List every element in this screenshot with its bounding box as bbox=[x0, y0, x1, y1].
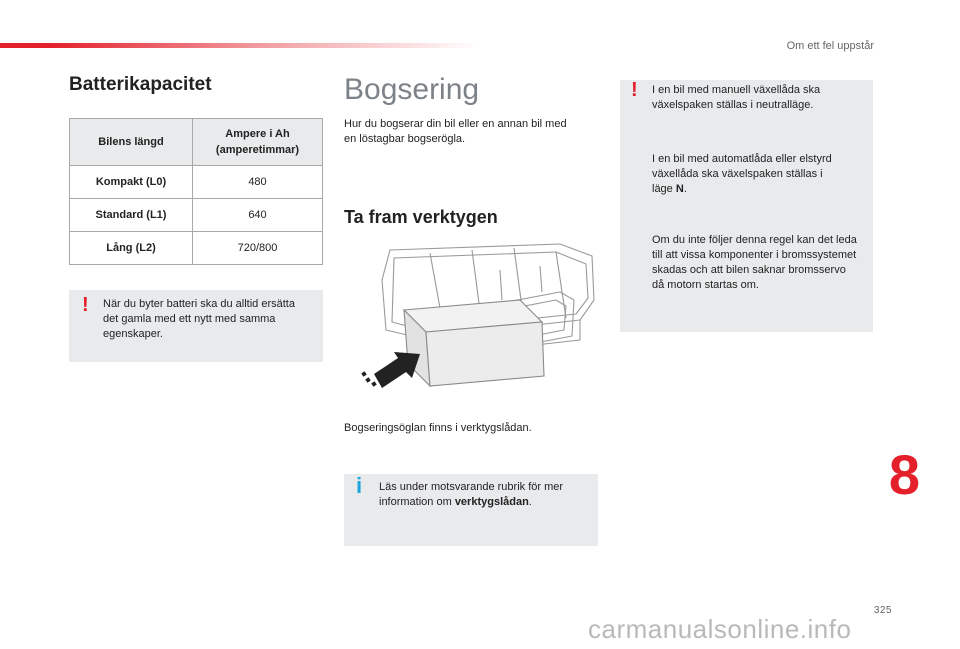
table-cell-value: 640 bbox=[193, 199, 323, 232]
gear-warning-p1 bbox=[652, 83, 870, 113]
towing-info-line2-pre: information om bbox=[379, 496, 455, 508]
battery-warning-text bbox=[103, 297, 318, 342]
gear-warning-p3-line2: till att vissa komponenter i bromssystemet bbox=[652, 249, 857, 261]
gear-warning-p2-line3-post: . bbox=[683, 183, 687, 195]
gear-warning-p2-line3-bold: N bbox=[675, 183, 684, 195]
table-cell-label: Lång (L2) bbox=[70, 232, 193, 265]
warning-icon: ! bbox=[631, 79, 638, 101]
towing-info-text bbox=[379, 480, 594, 510]
gear-warning-p2-line1: I en bil med automatlåda eller elstyrd bbox=[652, 153, 832, 165]
table-header-length: Bilens längd bbox=[70, 119, 193, 166]
towing-intro-line2: en löstagbar bogserögla. bbox=[344, 133, 466, 145]
towing-info-line2-bold: verktygslådan bbox=[454, 496, 529, 508]
table-header-row bbox=[70, 119, 323, 166]
table-header-ampere-line1: Ampere i Ah bbox=[225, 128, 290, 140]
seat-toolbox-illustration bbox=[360, 240, 598, 400]
table-cell-value: 720/800 bbox=[193, 232, 323, 265]
gear-warning-p1-line2: växelspaken ställas i neutralläge. bbox=[652, 99, 814, 111]
toolbox-caption: Bogseringsöglan finns i verktygslådan. bbox=[344, 422, 532, 434]
towing-info-box bbox=[344, 474, 598, 546]
arrow-icon bbox=[361, 352, 420, 388]
header-accent-bar bbox=[0, 43, 480, 48]
section-title: Om ett fel uppstår bbox=[786, 40, 874, 52]
gear-warning-p3-line4: då motorn startas om. bbox=[652, 279, 759, 291]
gear-warning-p3 bbox=[652, 233, 872, 293]
battery-capacity-table bbox=[69, 118, 323, 265]
chapter-number: 8 bbox=[888, 443, 920, 506]
table-row bbox=[70, 199, 323, 232]
towing-intro-line1: Hur du bogserar din bil eller en annan bil med bbox=[344, 118, 567, 130]
table-row bbox=[70, 166, 323, 199]
table-header-ampere-line2: (amperetimmar) bbox=[215, 144, 300, 156]
towing-title: Bogsering bbox=[344, 73, 480, 106]
tools-subtitle: Ta fram verktygen bbox=[344, 207, 498, 227]
table-cell-label: Kompakt (L0) bbox=[70, 166, 193, 199]
gear-warning-p2-line2: växellåda ska växelspaken ställas i bbox=[652, 168, 823, 180]
page-number: 325 bbox=[873, 605, 892, 616]
towing-intro bbox=[344, 117, 594, 147]
gear-warning-p3-line3: skadas och att bilen saknar bromsservo bbox=[652, 264, 846, 276]
table-cell-label: Standard (L1) bbox=[70, 199, 193, 232]
battery-title: Batterikapacitet bbox=[69, 74, 212, 95]
info-icon: i bbox=[356, 473, 363, 498]
gear-warning-p3-line1: Om du inte följer denna regel kan det leda bbox=[652, 234, 857, 246]
table-header-ampere bbox=[193, 119, 323, 166]
gear-warning-p1-line1: I en bil med manuell växellåda ska bbox=[652, 84, 821, 96]
battery-warning-line2: det gamla med ett nytt med samma bbox=[103, 313, 276, 325]
battery-warning-line1: När du byter batteri ska du alltid ersätta bbox=[103, 298, 295, 310]
towing-info-line2-post: . bbox=[528, 496, 532, 508]
warning-icon: ! bbox=[82, 294, 89, 316]
watermark: carmanualsonline.info bbox=[588, 614, 852, 644]
gear-warning-p2 bbox=[652, 152, 870, 197]
gear-warning-p2-line3-pre: läge bbox=[652, 183, 676, 195]
battery-warning-box bbox=[69, 290, 323, 362]
towing-info-line1: Läs under motsvarande rubrik för mer bbox=[379, 481, 564, 493]
table-cell-value: 480 bbox=[193, 166, 323, 199]
table-row bbox=[70, 232, 323, 265]
battery-warning-line3: egenskaper. bbox=[103, 328, 163, 340]
gear-warning-box bbox=[620, 80, 873, 332]
